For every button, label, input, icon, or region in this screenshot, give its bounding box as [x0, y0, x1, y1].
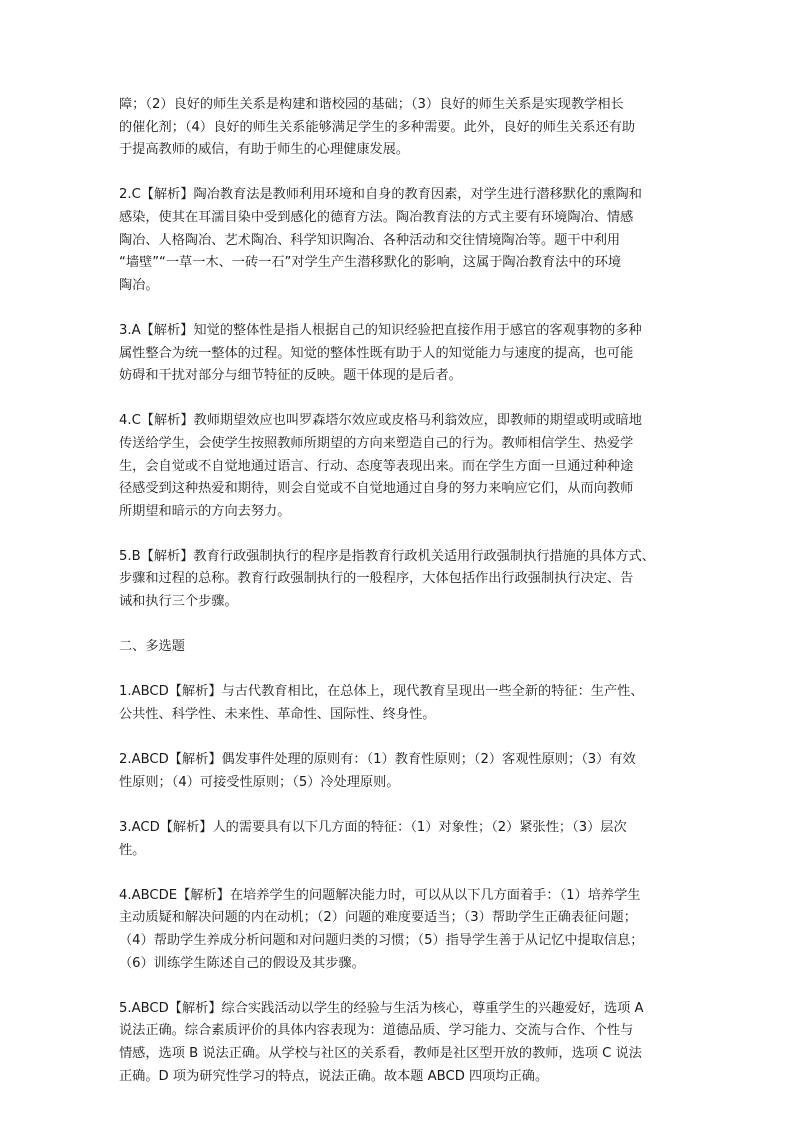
text-line: 属性整合为统一整体的过程。知觉的整体性既有助于人的知觉能力与速度的提高，也可能 — [119, 345, 634, 361]
text-line: 3.ACD【解析】人的需要具有以下几方面的特征：（1）对象性；（2）紧张性；（3）层次 — [119, 820, 627, 835]
text-line: 陶冶、人格陶冶、艺术陶冶、科学知识陶冶、各种活动和交往情境陶冶等。题干中利用 — [119, 232, 621, 248]
text-line: （4）帮助学生养成分析问题和对问题归类的习惯；（5）指导学生善于从记忆中提取信息； — [119, 932, 644, 948]
text-line: “墙壁”“一草一木、一砖一石”对学生产生潜移默化的影响，这属于陶冶教育法中的环境 — [119, 255, 622, 271]
text-line: 传送给学生，会使学生按照教师所期望的方向来塑造自己的行为。教师相信学生、热爱学 — [119, 435, 634, 451]
text-line: 5.ABCD【解析】综合实践活动以学生的经验与生活为核心，尊重学生的兴趣爱好，选项 A — [119, 1000, 644, 1016]
answer-paragraph — [119, 410, 682, 523]
answer-paragraph — [119, 749, 682, 794]
text-line: 1.ABCD【解析】与古代教育相比，在总体上，现代教育呈现出一些全新的特征：生产性、 — [119, 684, 644, 700]
answer-paragraph — [119, 184, 682, 297]
text-line: 径感受到这种热爱和期待，则会自觉或不自觉地通过自身的努力来响应它们，从而向教师 — [119, 481, 634, 497]
section-title-multiple-choice: 二、多选题 — [119, 639, 185, 655]
single-choice-answers — [119, 94, 682, 614]
text-line: 诫和执行三个步骤。 — [119, 594, 238, 610]
text-line: 性原则；（4）可接受性原则；（5）冷处理原则。 — [119, 774, 400, 790]
answer-paragraph — [119, 885, 682, 975]
text-line: 3.A【解析】知觉的整体性是指人根据自己的知识经验把直接作用于感官的客观事物的多种 — [119, 322, 642, 338]
answer-paragraph — [119, 817, 682, 862]
answer-paragraph — [119, 94, 682, 162]
text-line: 感染，使其在耳濡目染中受到感化的德育方法。陶冶教育法的方式主要有环境陶冶、情感 — [119, 209, 634, 225]
text-line: 所期望和暗示的方向去努力。 — [119, 503, 291, 519]
multiple-choice-answers — [119, 681, 682, 1088]
answer-paragraph — [119, 998, 682, 1088]
text-line: 5.B【解析】教育行政强制执行的程序是指教育行政机关适用行政强制执行措施的具体方式、 — [119, 548, 655, 564]
text-line: 说法正确。综合素质评价的具体内容表现为：道德品质、学习能力、交流与合作、个性与 — [119, 1023, 634, 1039]
answer-paragraph — [119, 681, 682, 726]
text-line: 2.ABCD【解析】偶发事件处理的原则有：（1）教育性原则；（2）客观性原则；（3）有效 — [119, 752, 636, 768]
text-line: 的催化剂；（4）良好的师生关系能够满足学生的多种需要。此外，良好的师生关系还有助 — [119, 119, 636, 135]
text-line: 性。 — [119, 842, 146, 858]
text-line: 妨碍和干扰对部分与细节特征的反映。题干体现的是后者。 — [119, 368, 462, 384]
text-line: 正确。D 项为研究性学习的特点，说法正确。故本题 ABCD 四项均正确。 — [119, 1068, 549, 1084]
text-line: （6）训练学生陈述自己的假设及其步骤。 — [119, 955, 365, 971]
text-line: 主动质疑和解决问题的内在动机；（2）问题的难度要适当；（3）帮助学生正确表征问题； — [119, 910, 637, 926]
answer-paragraph — [119, 546, 682, 614]
text-line: 2.C【解析】陶冶教育法是教师利用环境和自身的教育因素，对学生进行潜移默化的熏陶和 — [119, 187, 642, 203]
text-line: 4.ABCDE【解析】在培养学生的问题解决能力时，可以从以下几方面着手：（1）培养学生 — [119, 887, 641, 903]
text-line: 4.C【解析】教师期望效应也叫罗森塔尔效应或皮格马利翁效应，即教师的期望或明或暗地 — [119, 413, 642, 429]
text-line: 公共性、科学性、未来性、革命性、国际性、终身性。 — [119, 707, 436, 723]
text-line: 步骤和过程的总称。教育行政强制执行的一般程序，大体包括作出行政强制执行决定、告 — [119, 571, 634, 587]
text-line: 生，会自觉或不自觉地通过语言、行动、态度等表现出来。而在学生方面一旦通过种种途 — [119, 458, 634, 474]
text-line: 情感，选项 B 说法正确。从学校与社区的关系看，教师是社区型开放的教师，选项 C 说法 — [119, 1045, 642, 1061]
answer-paragraph — [119, 320, 682, 388]
text-line: 陶冶。 — [119, 277, 159, 293]
text-line: 于提高教师的威信，有助于师生的心理健康发展。 — [119, 142, 410, 158]
text-line: 障；（2）良好的师生关系是构建和谐校园的基础；（3）良好的师生关系是实现教学相长 — [119, 97, 624, 112]
